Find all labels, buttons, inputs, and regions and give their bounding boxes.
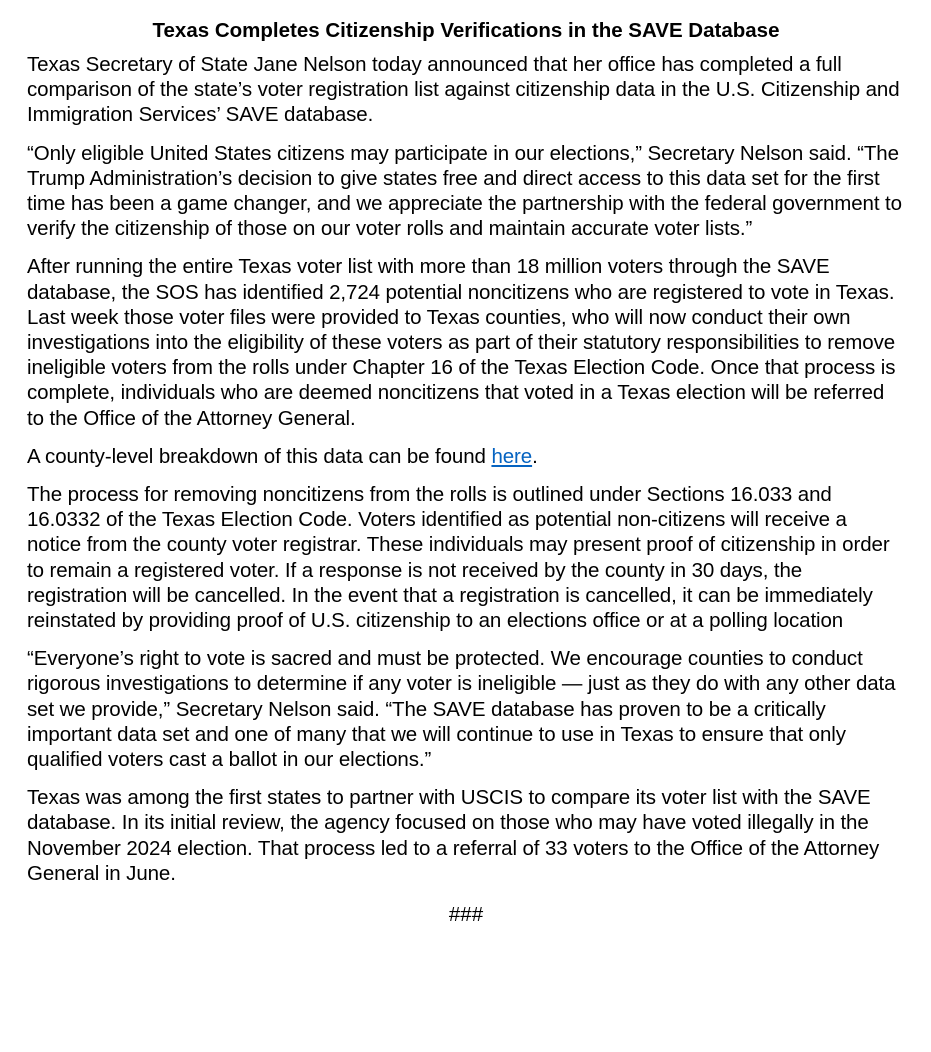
paragraph-nelson-quote-1: “Only eligible United States citizens may participate in our elections,” Secretary Nelson said. “The Trump Administration’s decision to give states free and direct access to this data set for the first time has been a game changer, and we appreciate the partnership with the federal government to verify the citizenship of those on our voter rolls and maintain accurate voter lists.” xyxy=(27,141,902,241)
paragraph-nelson-quote-2: “Everyone’s right to vote is sacred and must be protected. We encourage counties to conduct rigorous investigations to determine if any voter is ineligible — just as they do with any other data set we provide,” Secretary Nelson said. “The SAVE database has proven to be a critically important data set and one of many that we will continue to use in Texas to ensure that only qualified voters cast a ballot in our elections.” xyxy=(27,647,896,772)
paragraph-uscis-partnership: Texas was among the first states to partner with USCIS to compare its voter list with the SAVE database. In its initial review, the agency focused on those who may have voted illegally in the November 2024 election. That process led to a referral of 33 voters to the Office of the Attorney General in June. xyxy=(27,786,880,885)
county-breakdown-prefix: A county-level breakdown of this data can be found xyxy=(27,444,492,468)
paragraph-removal-process: The process for removing noncitizens from the rolls is outlined under Sections 16.033 and 16.0332 of the Texas Election Code. Voters identified as potential non-citizens will receive a notice from the county voter registrar. These individuals may present proof of citizenship in order to remain a registered voter. If a response is not received by the county in 30 days, the registration will be cancelled. In the event that a registration is cancelled, it can be immediately reinstated by providing proof of U.S. citizenship to an elections office or at a polling location xyxy=(27,483,890,633)
paragraph-announcement: Texas Secretary of State Jane Nelson today announced that her office has completed a full comparison of the state’s voter registration list against citizenship data in the U.S. Citizenship and Immigration Services’ SAVE database. xyxy=(27,53,900,127)
county-breakdown-link[interactable]: here xyxy=(491,444,533,468)
paragraph-county-breakdown xyxy=(27,444,905,469)
end-mark: ### xyxy=(448,903,484,927)
document-title: Texas Completes Citizenship Verifications in the SAVE Database xyxy=(152,19,780,42)
paragraph-findings: After running the entire Texas voter list with more than 18 million voters through the SAVE database, the SOS has identified 2,724 potential noncitizens who are registered to vote in Texas. Last week those voter files were provided to Texas counties, who will now conduct their own investigations into the eligibility of these voters as part of their statutory responsibilities to remove ineligible voters from the rolls under Chapter 16 of the Texas Election Code. Once that process is complete, individuals who are deemed noncitizens that voted in a Texas election will be referred to the Office of the Attorney General. xyxy=(27,255,896,430)
county-breakdown-suffix: . xyxy=(532,444,538,468)
